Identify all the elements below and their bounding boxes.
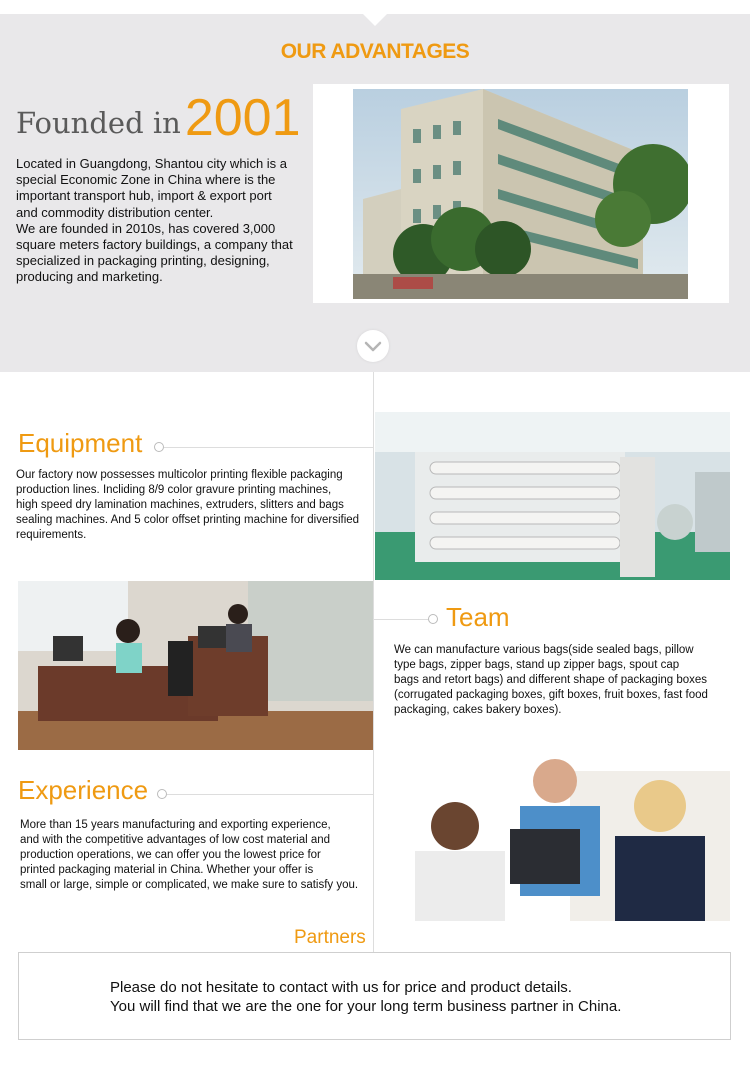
intro-line: Located in Guangdong, Shantou city which is a bbox=[16, 156, 288, 171]
partners-title: Partners bbox=[294, 927, 366, 948]
team-line: We can manufacture various bags(side sealed bags, pillow bbox=[394, 644, 694, 656]
factory-building-photo bbox=[353, 89, 688, 299]
chevron-down-icon bbox=[357, 330, 389, 362]
contact-line-1: Please do not hesitate to contact with us for price and product details. bbox=[110, 979, 572, 996]
equipment-machine-photo bbox=[375, 412, 730, 580]
equipment-line: high speed dry lamination machines, extruders, slitters and bags bbox=[16, 499, 344, 511]
page-title: OUR ADVANTAGES bbox=[280, 40, 470, 63]
founded-year: 2001 bbox=[184, 89, 301, 147]
experience-line: production operations, we can offer you the lowest price for bbox=[20, 849, 321, 861]
scroll-down-button[interactable] bbox=[357, 330, 389, 362]
team-text bbox=[394, 643, 739, 718]
team-line: packaging, cakes bakery boxes). bbox=[394, 704, 562, 716]
founded-prefix: Founded in bbox=[16, 106, 181, 140]
experience-line: printed packaging material in China. Whether your offer is bbox=[20, 864, 314, 876]
equipment-line: Our factory now possesses multicolor printing flexible packaging bbox=[16, 469, 343, 481]
experience-connector bbox=[167, 794, 373, 795]
team-title: Team bbox=[446, 602, 510, 632]
founded-heading bbox=[16, 88, 301, 148]
timeline-divider bbox=[373, 372, 374, 952]
equipment-line: requirements. bbox=[16, 529, 87, 541]
equipment-title: Equipment bbox=[18, 428, 143, 458]
contact-box bbox=[18, 952, 731, 1040]
equipment-connector bbox=[164, 447, 373, 448]
intro-line: specialized in packaging printing, designing, bbox=[16, 253, 270, 269]
contact-line-2: You will find that we are the one for your long term business partner in China. bbox=[110, 998, 622, 1015]
team-dot bbox=[428, 614, 438, 624]
intro-text bbox=[16, 156, 316, 286]
top-strip bbox=[0, 0, 750, 14]
intro-line: and commodity distribution center. bbox=[16, 204, 214, 220]
team-office-photo bbox=[18, 581, 373, 750]
intro-line: important transport hub, import & export port bbox=[16, 188, 272, 204]
equipment-text bbox=[16, 468, 376, 543]
factory-photo-frame bbox=[313, 84, 729, 303]
experience-title: Experience bbox=[18, 775, 149, 805]
intro-line: We are founded in 2010s, has covered 3,000 bbox=[16, 220, 276, 236]
equipment-line: production lines. Incliding 8/9 color gravure printing machines, bbox=[16, 484, 332, 496]
experience-text bbox=[20, 818, 372, 893]
experience-line: and with the competitive advantages of low cost material and bbox=[20, 834, 331, 846]
notch-arrow bbox=[363, 14, 387, 26]
team-line: type bags, zipper bags, stand up zipper bags, spout cap bbox=[394, 659, 680, 671]
team-connector bbox=[374, 619, 428, 620]
equipment-dot bbox=[154, 442, 164, 452]
intro-line: producing and marketing. bbox=[16, 269, 163, 285]
experience-dot bbox=[157, 789, 167, 799]
equipment-line: sealing machines. And 5 color offset printing machine for diversified bbox=[16, 514, 360, 526]
team-line: (corrugated packaging boxes, gift boxes, fruit boxes, fast food bbox=[394, 689, 708, 701]
experience-line: More than 15 years manufacturing and exporting experience, bbox=[20, 819, 331, 831]
experience-people-photo bbox=[375, 751, 730, 921]
intro-line: square meters factory buildings, a company that bbox=[16, 237, 293, 253]
team-line: bags and retort bags) and different shape of packaging boxes bbox=[394, 674, 708, 686]
experience-line: small or large, simple or complicated, we make sure to satisfy you. bbox=[20, 879, 359, 891]
intro-line: special Economic Zone in China where is the bbox=[16, 172, 276, 188]
